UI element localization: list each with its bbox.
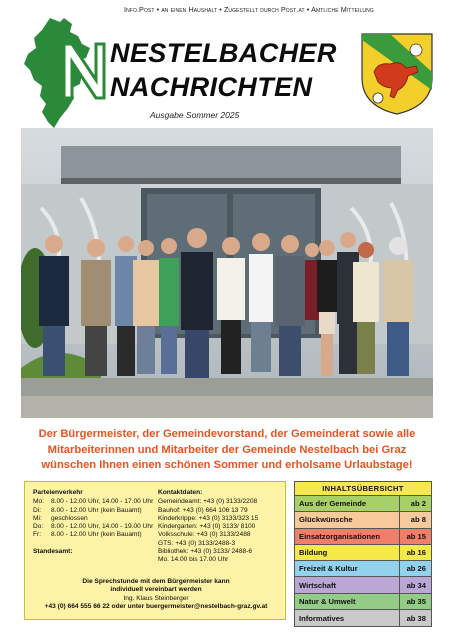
masthead-title-line2: NACHRICHTEN — [110, 72, 313, 102]
toc-item-label: Glückwünsche — [299, 515, 353, 525]
coat-of-arms — [360, 32, 434, 116]
contact-line: Gemeindeamt: +43 (0) 3133/2208 — [158, 498, 258, 506]
hours-time: 8.00 - 12.00 Uhr (kein Bauamt) — [51, 531, 142, 539]
hours-time: geschlossen — [51, 514, 88, 522]
toc-item-label: Bildung — [299, 548, 328, 558]
hours-time: 8.00 - 12.00 Uhr, 14.00 - 19.00 Uhr — [51, 523, 154, 531]
mayor-consultation — [29, 578, 283, 612]
hours-day: Mi: — [33, 514, 42, 522]
contact-line: Mo. 14.00 bis 17.00 Uhr — [158, 556, 229, 564]
table-of-contents — [294, 481, 432, 627]
toc-item[interactable] — [295, 610, 431, 626]
contact-line: Kinderkrippe: +43 (0) 3133/323 15 — [158, 514, 259, 522]
toc-item-label: Einsatzorganisationen — [299, 531, 381, 541]
edition-label: Ausgabe Sommer 2025 — [150, 110, 240, 120]
contact-line: Kindergarten: +43 (0) 3133/ 8100 — [158, 523, 256, 531]
hours-row — [33, 515, 155, 523]
consultation-line: Die Sprechstunde mit dem Bürgermeister kann — [82, 578, 230, 585]
parteienverkehr-heading: Parteienverkehr — [33, 489, 83, 496]
toc-item-label: Natur & Umwelt — [299, 596, 356, 606]
toc-item[interactable] — [295, 545, 431, 561]
hours-time: 8.00 - 12.00 Uhr, 14.00 - 17.00 Uhr — [51, 498, 154, 506]
mayor-contact: +43 (0) 664 555 66 22 oder unter buergermeister@nestelbach-graz.gv.at — [44, 603, 268, 611]
toc-item-label: Wirtschaft — [299, 580, 337, 590]
toc-item[interactable] — [295, 512, 431, 528]
standesamt-label: Standesamt: — [33, 548, 73, 555]
toc-item-label: Freizeit & Kultur — [299, 564, 358, 574]
summer-greeting-message: Der Bürgermeister, der Gemeindevorstand, der Gemeinderat sowie alle Mitarbeiterinnen und Mitarbeiter der Gemeinde Nestelbach bei Graz wünschen Ihnen einen schönen Sommer und erholsame Urlaubstage! — [38, 428, 416, 471]
hours-day: Di: — [33, 506, 42, 514]
toc-item-page: ab 26 — [399, 561, 431, 576]
toc-item[interactable] — [295, 496, 431, 512]
toc-item-label: Informatives — [299, 613, 345, 623]
contact-line: Bibliothek: +43 (0) 3133/ 2488-6 — [158, 548, 253, 556]
office-hours — [33, 489, 155, 540]
toc-item-page: ab 38 — [399, 610, 431, 626]
hours-row — [33, 531, 155, 539]
mayor-name: Ing. Klaus Steinberger — [123, 594, 189, 602]
consultation-line: individuell vereinbart werden — [110, 586, 202, 594]
office-hours-box — [24, 481, 286, 620]
toc-item-page: ab 2 — [399, 496, 431, 511]
kontaktdaten-heading: Kontaktdaten: — [158, 489, 203, 496]
toc-title: INHALTSÜBERSICHT — [295, 482, 431, 496]
hours-row — [33, 498, 155, 506]
group-photo — [21, 128, 433, 418]
toc-item-page: ab 34 — [399, 577, 431, 592]
hours-row — [33, 507, 155, 515]
toc-item[interactable] — [295, 529, 431, 545]
contact-line: Bauhof: +43 (0) 664 106 13 79 — [158, 506, 248, 514]
contact-line: Volksschule: +43 (0) 3133/2488 — [158, 531, 251, 539]
hours-time: 8.00 - 12.00 Uhr (kein Bauamt) — [51, 506, 142, 514]
contact-line: GTS: +43 (0) 3133/2488-3 — [158, 539, 236, 547]
toc-item[interactable] — [295, 577, 431, 593]
masthead-title-line1: NESTELBACHER — [110, 38, 337, 68]
toc-item[interactable] — [295, 561, 431, 577]
toc-item[interactable] — [295, 594, 431, 610]
contact-data — [158, 489, 284, 565]
info-line: Info.Post • an einen Haushalt • Zugestellt durch Post.at • Amtliche Mitteilung — [124, 5, 374, 14]
toc-item-page: ab 8 — [399, 512, 431, 527]
hours-day: Mo: — [33, 498, 44, 506]
municipality-map-logo — [20, 14, 120, 130]
toc-item-label: Aus der Gemeinde — [299, 499, 367, 509]
toc-item-page: ab 35 — [399, 594, 431, 609]
toc-item-page: ab 15 — [399, 529, 431, 544]
toc-item-page: ab 16 — [399, 545, 431, 560]
toc-rows — [295, 496, 431, 626]
hours-row — [33, 523, 155, 531]
hours-day: Do: — [33, 523, 44, 531]
hours-day: Fr: — [33, 531, 42, 539]
